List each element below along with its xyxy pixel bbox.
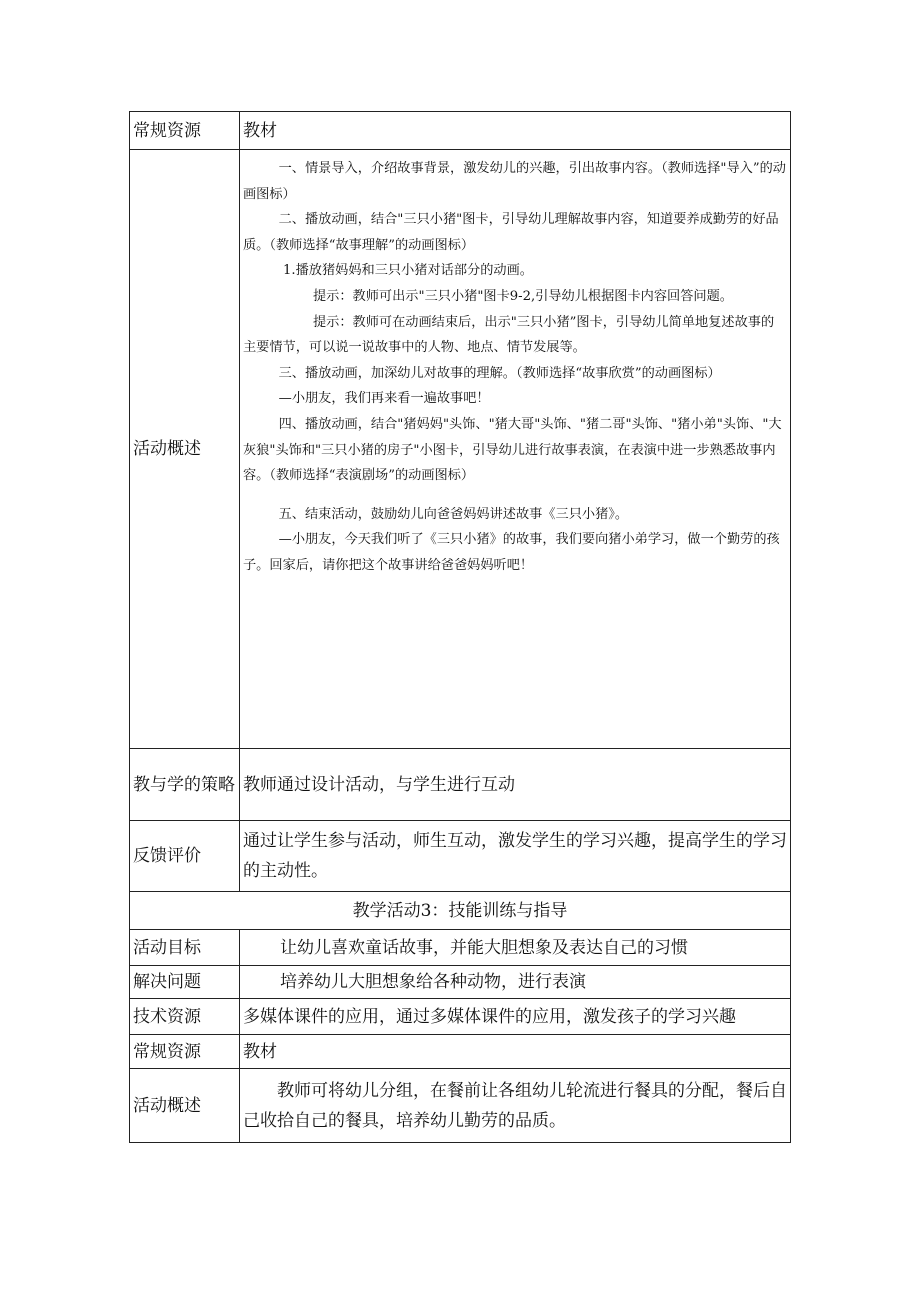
table-row <box>130 749 791 821</box>
table-row <box>130 892 791 930</box>
table-row <box>130 150 791 749</box>
paragraph: 二、播放动画，结合"三只小猪"图卡，引导幼儿理解故事内容，知道要养成勤劳的好品质。（教师选择“故事理解”的动画图标） <box>243 212 779 253</box>
paragraph: 四、播放动画，结合"猪妈妈"头饰、"猪大哥"头饰、"猪二哥"头饰、"猪小弟"头饰、"大灰狼"头饰和"三只小猪的房子"小图卡，引导幼儿进行故事表演，在表演中进一步熟悉故事内容。（教师选择“表演剧场”的动画图标） <box>243 416 782 484</box>
table-row <box>130 821 791 892</box>
row-value: 教师通过设计活动，与学生进行互动 <box>240 749 791 821</box>
row-label: 解决问题 <box>130 966 240 999</box>
row-value: 多媒体课件的应用，通过多媒体课件的应用，激发孩子的学习兴趣 <box>240 999 791 1035</box>
section-title: 教学活动3：技能训练与指导 <box>130 892 791 930</box>
row-value: 培养幼儿大胆想象给各种动物，进行表演 <box>240 966 791 999</box>
table-row <box>130 1069 791 1143</box>
lesson-plan-table <box>129 111 791 1143</box>
paragraph: 提示：教师可出示"三只小猪"图卡9-2,引导幼儿根据图卡内容回答问题。 <box>313 288 733 304</box>
table-row <box>130 112 791 150</box>
row-value: 让幼儿喜欢童话故事，并能大胆想象及表达自己的习惯 <box>240 930 791 966</box>
row-label: 常规资源 <box>130 112 240 150</box>
row-value: 通过让学生参与活动，师生互动，激发学生的学习兴趣，提高学生的学习的主动性。 <box>240 821 791 892</box>
table-row <box>130 1035 791 1069</box>
row-label: 反馈评价 <box>130 821 240 892</box>
row-value: 教材 <box>240 112 791 150</box>
paragraph: —小朋友，今天我们听了《三只小猪》的故事，我们要向猪小弟学习，做一个勤劳的孩子。回家后，请你把这个故事讲给爸爸妈妈听吧！ <box>243 532 780 573</box>
paragraph: —小朋友，我们再来看一遍故事吧！ <box>278 391 490 407</box>
row-value: 教师可将幼儿分组，在餐前让各组幼儿轮流进行餐具的分配，餐后自己收拾自己的餐具，培养幼儿勤劳的品质。 <box>240 1069 791 1143</box>
paragraph: 1.播放猪妈妈和三只小猪对话部分的动画。 <box>283 263 533 279</box>
paragraph: 三、播放动画，加深幼儿对故事的理解。（教师选择“故事欣赏”的动画图标） <box>278 365 721 381</box>
row-label: 技术资源 <box>130 999 240 1035</box>
activity-overview <box>240 150 791 749</box>
row-label: 活动概述 <box>130 1069 240 1143</box>
paragraph: 提示：教师可在动画结束后，出示"三只小猪”图卡，引导幼儿简单地复述故事的主要情节，可以说一说故事中的人物、地点、情节发展等。 <box>243 314 775 356</box>
paragraph: 五、结束活动，鼓励幼儿向爸爸妈妈讲述故事《三只小猪》。 <box>278 506 629 522</box>
row-label: 活动目标 <box>130 930 240 966</box>
table-row <box>130 930 791 966</box>
row-label: 常规资源 <box>130 1035 240 1069</box>
row-label: 活动概述 <box>130 150 240 749</box>
row-value: 教材 <box>240 1035 791 1069</box>
table-row <box>130 999 791 1035</box>
paragraph: 一、情景导入，介绍故事背景，激发幼儿的兴趣，引出故事内容。（教师选择"导入”的动画图标） <box>243 161 786 202</box>
table-row <box>130 966 791 999</box>
row-label: 教与学的策略 <box>130 749 240 821</box>
